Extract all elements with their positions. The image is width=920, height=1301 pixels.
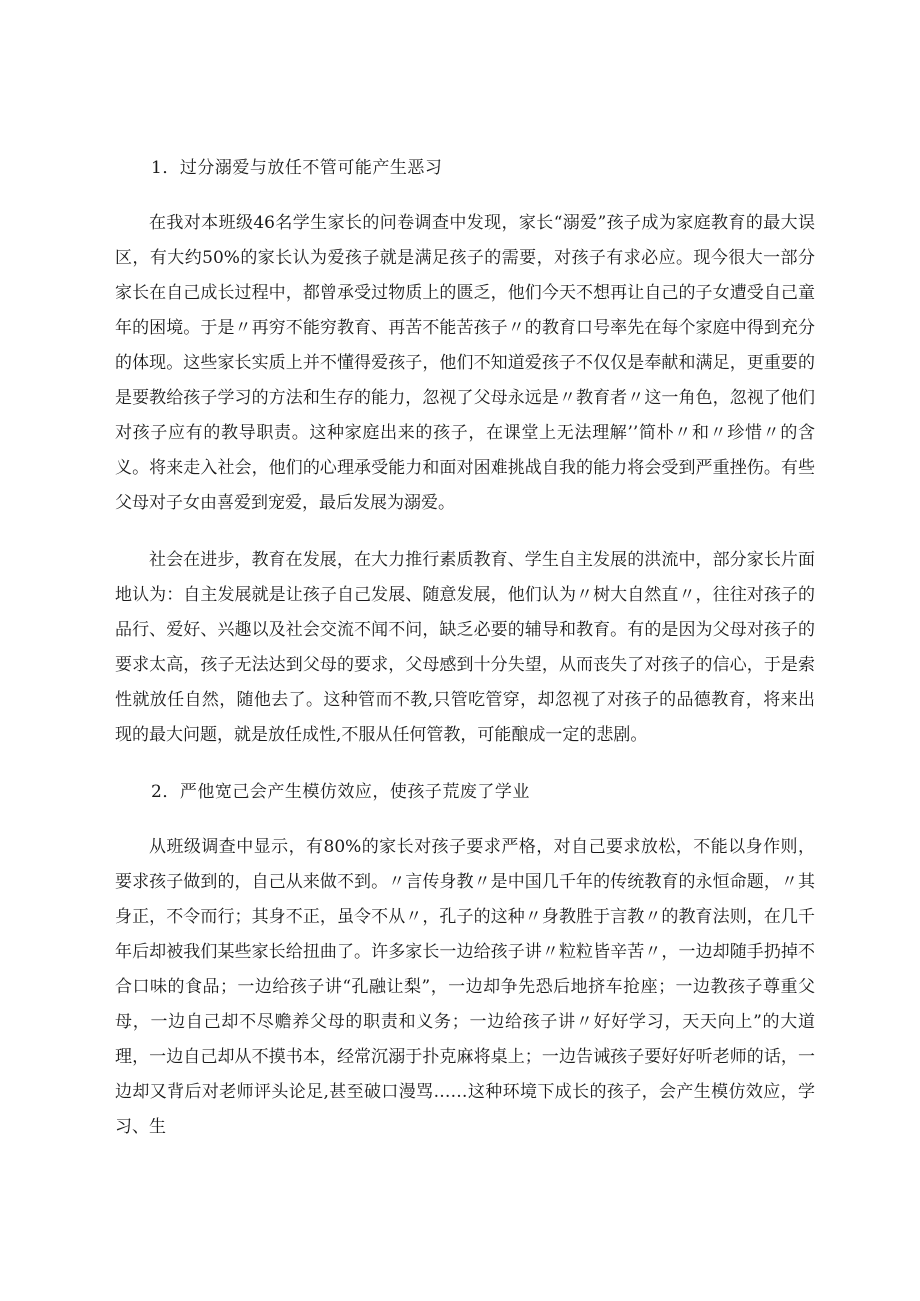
section-1-paragraph-1: 在我对本班级46名学生家长的问卷调查中发现，家长“溺爱”孩子成为家庭教育的最大误区，有大约50%的家长认为爱孩子就是满足孩子的需要，对孩子有求必应。现今很大一部分家长在自己成长过程中，都曾承受过物质上的匮乏，他们今天不想再让自己的子女遭受自己童年的困境。于是〃再穷不能穷教育、再苦不能苦孩子〃的教育口号率先在每个家庭中得到充分的体现。这些家长实质上并不懂得爱孩子，他们不知道爱孩子不仅仅是奉献和满足，更重要的是要教给孩子学习的方法和生存的能力，忽视了父母永远是〃教育者〃这一角色，忽视了他们对孩子应有的教导职责。这种家庭出来的孩子，在课堂上无法理解’’简朴〃和〃珍惜〃的含义。将来走入社会，他们的心理承受能力和面对困难挑战自我的能力将会受到严重挫伤。有些父母对子女由喜爱到宠爱，最后发展为溺爱。 [115, 213, 815, 513]
document-page [115, 140, 815, 1167]
section-2-paragraph-1: 从班级调查中显示，有80%的家长对孩子要求严格，对自己要求放松，不能以身作则，要求孩子做到的，自己从来做不到。〃言传身教〃是中国几千年的传统教育的永恒命题，〃其身正，不令而行；其身不正，虽令不从〃，孔子的这种〃身教胜于言教〃的教育法则，在几千年后却被我们某些家长给扭曲了。许多家长一边给孩子讲〃粒粒皆辛苦〃，一边却随手扔掉不合口味的食品；一边给孩子讲“孔融让梨”，一边却争先恐后地挤车抢座；一边教孩子尊重父母，一边自己却不尽赡养父母的职责和义务；一边给孩子讲〃好好学习，天天向上”的大道理，一边自己却从不摸书本，经常沉溺于扑克麻将桌上；一边告诫孩子要好好听老师的话，一边却又背后对老师评头论足,甚至破口漫骂……这种环境下成长的孩子，会产生模仿效应，学习、生 [115, 837, 815, 1137]
section-1-heading: 1．过分溺爱与放任不管可能产生恶习 [151, 158, 443, 178]
section-2-heading: 2．严他宽己会产生模仿效应，使孩子荒废了学业 [151, 782, 530, 802]
section-1-paragraph-2: 社会在进步，教育在发展，在大力推行素质教育、学生自主发展的洪流中，部分家长片面地认为：自主发展就是让孩子自己发展、随意发展，他们认为〃树大自然直〃，往往对孩子的品行、爱好、兴趣以及社会交流不闻不问，缺乏必要的辅导和教育。有的是因为父母对孩子的要求太高，孩子无法达到父母的要求，父母感到十分失望，从而丧失了对孩子的信心，于是索性就放任自然，随他去了。这种管而不教,只管吃管穿，却忽视了对孩子的品德教育，将来出现的最大问题，就是放任成性,不服从任何管教，可能酿成一定的悲剧。 [115, 550, 815, 745]
